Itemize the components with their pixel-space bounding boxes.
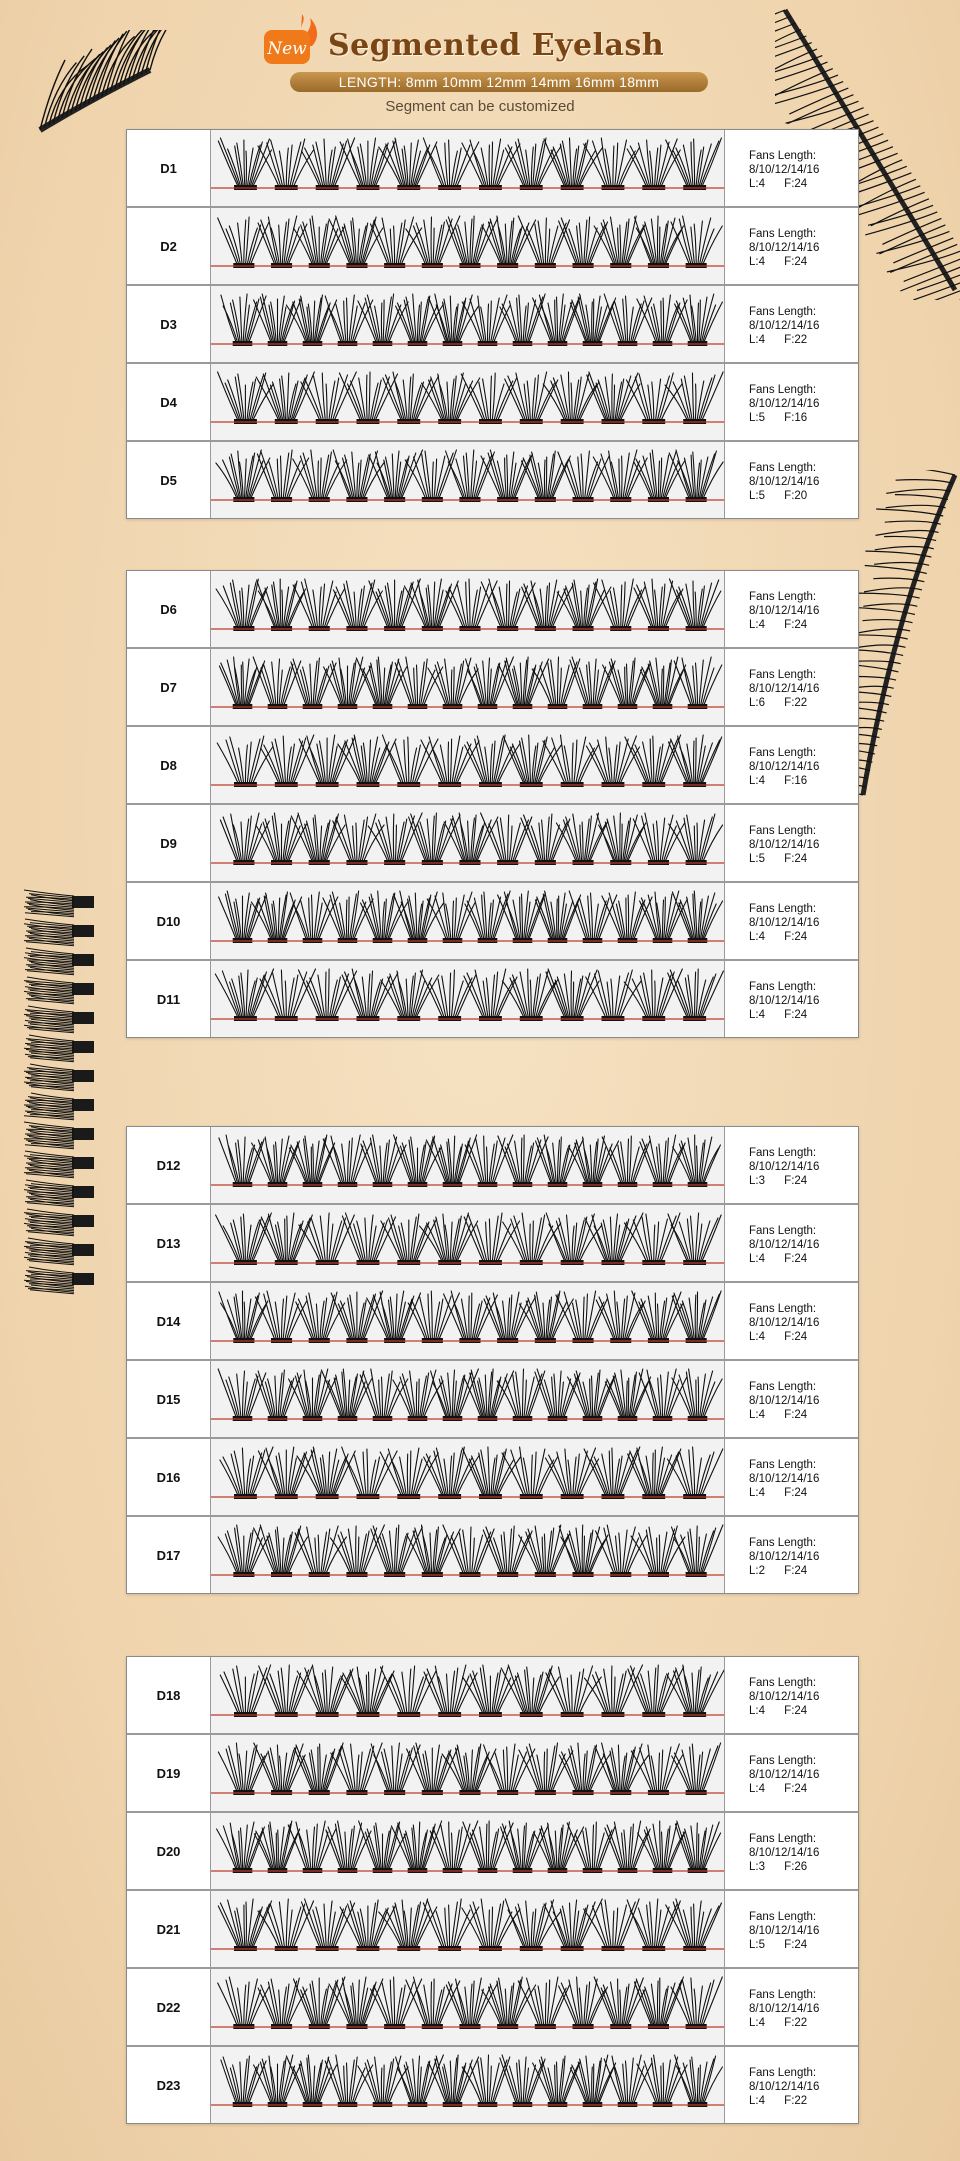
spec-info (725, 208, 858, 284)
spec-info (725, 286, 858, 362)
f-value: F:22 (784, 2095, 808, 2107)
spec-info (725, 961, 858, 1037)
lash-sample-image (211, 442, 725, 518)
fans-lengths: 8/10/12/14/16 (749, 683, 820, 695)
lf-values (749, 1704, 858, 1718)
lash-sample-image (211, 883, 725, 959)
style-code: D18 (127, 1657, 211, 1733)
f-value: F:24 (784, 1175, 808, 1187)
l-value: L:4 (749, 1705, 765, 1717)
style-code: D22 (127, 1969, 211, 2045)
fans-length-label: Fans Length: (749, 1381, 817, 1393)
fans-length-label: Fans Length: (749, 1989, 817, 2001)
badge-text: New (267, 39, 307, 59)
fans-lengths: 8/10/12/14/16 (749, 1551, 820, 1563)
lf-values (749, 618, 858, 632)
lf-values (749, 774, 858, 788)
lash-sample-image (211, 1439, 725, 1515)
style-code: D3 (127, 286, 211, 362)
fans-length-label: Fans Length: (749, 228, 817, 240)
fans-length-label: Fans Length: (749, 669, 817, 681)
f-value: F:24 (784, 1783, 808, 1795)
fans-length-label: Fans Length: (749, 1755, 817, 1767)
fans-length-label: Fans Length: (749, 306, 817, 318)
lash-row-d20 (127, 1813, 858, 1891)
lash-row-d11 (127, 961, 858, 1037)
f-value: F:16 (784, 412, 808, 424)
lash-row-d7 (127, 649, 858, 727)
lash-row-d19 (127, 1735, 858, 1813)
style-code: D12 (127, 1127, 211, 1203)
lf-values (749, 1408, 858, 1422)
lf-values (749, 930, 858, 944)
spec-info (725, 442, 858, 518)
lash-strip-right (855, 470, 960, 800)
fans-lengths: 8/10/12/14/16 (749, 1395, 820, 1407)
spec-info (725, 1891, 858, 1967)
fans-lengths: 8/10/12/14/16 (749, 1473, 820, 1485)
spec-info (725, 1735, 858, 1811)
style-code: D23 (127, 2047, 211, 2123)
l-value: L:4 (749, 1009, 765, 1021)
lash-sample-image (211, 571, 725, 647)
lash-row-d16 (127, 1439, 858, 1517)
subtitle: Segment can be customized (385, 98, 575, 115)
lf-values (749, 1252, 858, 1266)
fans-length-label: Fans Length: (749, 981, 817, 993)
l-value: L:4 (749, 178, 765, 190)
lash-row-d10 (127, 883, 858, 961)
page-title: Segmented Eyelash (328, 28, 665, 63)
fans-lengths: 8/10/12/14/16 (749, 2003, 820, 2015)
fans-lengths: 8/10/12/14/16 (749, 995, 820, 1007)
fans-length-label: Fans Length: (749, 1833, 817, 1845)
f-value: F:24 (784, 1705, 808, 1717)
style-code: D17 (127, 1517, 211, 1593)
l-value: L:4 (749, 256, 765, 268)
lf-values (749, 1330, 858, 1344)
fans-lengths: 8/10/12/14/16 (749, 1161, 820, 1173)
fans-lengths: 8/10/12/14/16 (749, 761, 820, 773)
new-badge (262, 10, 324, 66)
l-value: L:4 (749, 619, 765, 631)
spec-info (725, 571, 858, 647)
style-code: D21 (127, 1891, 211, 1967)
fans-length-label: Fans Length: (749, 1147, 817, 1159)
l-value: L:4 (749, 2017, 765, 2029)
lf-values (749, 696, 858, 710)
fans-length-label: Fans Length: (749, 384, 817, 396)
fans-lengths: 8/10/12/14/16 (749, 917, 820, 929)
l-value: L:4 (749, 2095, 765, 2107)
lash-row-d5 (127, 442, 858, 518)
f-value: F:22 (784, 2017, 808, 2029)
f-value: F:24 (784, 1009, 808, 1021)
lash-sample-image (211, 805, 725, 881)
f-value: F:16 (784, 775, 808, 787)
fans-lengths: 8/10/12/14/16 (749, 2081, 820, 2093)
f-value: F:24 (784, 1409, 808, 1421)
f-value: F:24 (784, 1487, 808, 1499)
l-value: L:2 (749, 1565, 765, 1577)
spec-info (725, 2047, 858, 2123)
style-table-4 (126, 1656, 859, 2124)
fans-lengths: 8/10/12/14/16 (749, 398, 820, 410)
f-value: F:24 (784, 619, 808, 631)
lash-row-d13 (127, 1205, 858, 1283)
l-value: L:5 (749, 490, 765, 502)
spec-info (725, 727, 858, 803)
lash-sample-image (211, 1657, 725, 1733)
l-value: L:4 (749, 931, 765, 943)
lash-row-d15 (127, 1361, 858, 1439)
style-code: D13 (127, 1205, 211, 1281)
l-value: L:4 (749, 1783, 765, 1795)
l-value: L:4 (749, 1253, 765, 1265)
lash-sample-image (211, 364, 725, 440)
l-value: L:5 (749, 412, 765, 424)
lash-sample-image (211, 1283, 725, 1359)
l-value: L:5 (749, 1939, 765, 1951)
style-table-3 (126, 1126, 859, 1594)
fans-length-label: Fans Length: (749, 903, 817, 915)
lash-row-d18 (127, 1657, 858, 1735)
lash-segments-left (20, 885, 100, 1305)
lash-row-d17 (127, 1517, 858, 1593)
style-code: D20 (127, 1813, 211, 1889)
lash-sample-image (211, 1517, 725, 1593)
style-code: D6 (127, 571, 211, 647)
lash-row-d22 (127, 1969, 858, 2047)
fans-length-label: Fans Length: (749, 591, 817, 603)
f-value: F:24 (784, 178, 808, 190)
style-code: D19 (127, 1735, 211, 1811)
spec-info (725, 1205, 858, 1281)
lash-row-d6 (127, 571, 858, 649)
spec-info (725, 1439, 858, 1515)
f-value: F:22 (784, 334, 808, 346)
l-value: L:4 (749, 775, 765, 787)
f-value: F:20 (784, 490, 808, 502)
l-value: L:4 (749, 1487, 765, 1499)
l-value: L:4 (749, 1409, 765, 1421)
spec-info (725, 364, 858, 440)
fans-length-label: Fans Length: (749, 1303, 817, 1315)
fans-lengths: 8/10/12/14/16 (749, 1769, 820, 1781)
style-table-1 (126, 129, 859, 519)
lash-sample-image (211, 1127, 725, 1203)
lf-values (749, 852, 858, 866)
lash-sample-image (211, 286, 725, 362)
spec-info (725, 649, 858, 725)
spec-info (725, 1283, 858, 1359)
lf-values (749, 1008, 858, 1022)
fans-lengths: 8/10/12/14/16 (749, 1239, 820, 1251)
lash-row-d9 (127, 805, 858, 883)
lash-sample-image (211, 961, 725, 1037)
lash-row-d4 (127, 364, 858, 442)
spec-info (725, 883, 858, 959)
lash-sample-image (211, 208, 725, 284)
spec-info (725, 1657, 858, 1733)
style-code: D14 (127, 1283, 211, 1359)
fans-lengths: 8/10/12/14/16 (749, 320, 820, 332)
fans-length-label: Fans Length: (749, 1911, 817, 1923)
f-value: F:24 (784, 256, 808, 268)
style-code: D4 (127, 364, 211, 440)
lash-sample-image (211, 649, 725, 725)
fans-lengths: 8/10/12/14/16 (749, 1691, 820, 1703)
fans-lengths: 8/10/12/14/16 (749, 242, 820, 254)
f-value: F:22 (784, 697, 808, 709)
f-value: F:24 (784, 1939, 808, 1951)
spec-info (725, 805, 858, 881)
lf-values (749, 2016, 858, 2030)
lf-values (749, 1564, 858, 1578)
f-value: F:24 (784, 1253, 808, 1265)
style-code: D10 (127, 883, 211, 959)
lash-sample-image (211, 1891, 725, 1967)
style-code: D16 (127, 1439, 211, 1515)
lf-values (749, 411, 858, 425)
l-value: L:3 (749, 1861, 765, 1873)
style-code: D9 (127, 805, 211, 881)
l-value: L:3 (749, 1175, 765, 1187)
fans-length-label: Fans Length: (749, 1677, 817, 1689)
lf-values (749, 1174, 858, 1188)
lash-sample-image (211, 727, 725, 803)
f-value: F:24 (784, 1331, 808, 1343)
style-code: D1 (127, 130, 211, 206)
spec-info (725, 130, 858, 206)
fans-lengths: 8/10/12/14/16 (749, 839, 820, 851)
lash-row-d14 (127, 1283, 858, 1361)
l-value: L:6 (749, 697, 765, 709)
f-value: F:24 (784, 853, 808, 865)
fans-length-label: Fans Length: (749, 1459, 817, 1471)
lash-row-d2 (127, 208, 858, 286)
lf-values (749, 255, 858, 269)
style-code: D5 (127, 442, 211, 518)
fans-lengths: 8/10/12/14/16 (749, 605, 820, 617)
lf-values (749, 489, 858, 503)
lash-sample-image (211, 1361, 725, 1437)
fans-lengths: 8/10/12/14/16 (749, 476, 820, 488)
style-code: D11 (127, 961, 211, 1037)
lash-sample-image (211, 2047, 725, 2123)
fans-length-label: Fans Length: (749, 1225, 817, 1237)
style-code: D7 (127, 649, 211, 725)
spec-info (725, 1361, 858, 1437)
lash-sample-image (211, 1813, 725, 1889)
lf-values (749, 1860, 858, 1874)
l-value: L:4 (749, 334, 765, 346)
lash-sample-image (211, 1205, 725, 1281)
lash-strip-top-left (30, 30, 180, 140)
l-value: L:4 (749, 1331, 765, 1343)
fans-length-label: Fans Length: (749, 747, 817, 759)
fans-lengths: 8/10/12/14/16 (749, 1847, 820, 1859)
spec-info (725, 1969, 858, 2045)
fans-length-label: Fans Length: (749, 2067, 817, 2079)
lash-sample-image (211, 1969, 725, 2045)
fans-length-label: Fans Length: (749, 462, 817, 474)
lash-row-d1 (127, 130, 858, 208)
f-value: F:26 (784, 1861, 808, 1873)
lf-values (749, 333, 858, 347)
lash-sample-image (211, 130, 725, 206)
f-value: F:24 (784, 931, 808, 943)
spec-info (725, 1127, 858, 1203)
lf-values (749, 2094, 858, 2108)
lash-row-d8 (127, 727, 858, 805)
style-table-2 (126, 570, 859, 1038)
fans-length-label: Fans Length: (749, 825, 817, 837)
lf-values (749, 1782, 858, 1796)
fans-lengths: 8/10/12/14/16 (749, 1925, 820, 1937)
spec-info (725, 1813, 858, 1889)
lash-row-d21 (127, 1891, 858, 1969)
lash-row-d12 (127, 1127, 858, 1205)
style-code: D8 (127, 727, 211, 803)
l-value: L:5 (749, 853, 765, 865)
fans-length-label: Fans Length: (749, 150, 817, 162)
fans-lengths: 8/10/12/14/16 (749, 1317, 820, 1329)
length-bar: LENGTH: 8mm 10mm 12mm 14mm 16mm 18mm (290, 72, 708, 92)
fans-length-label: Fans Length: (749, 1537, 817, 1549)
lf-values (749, 1938, 858, 1952)
lf-values (749, 1486, 858, 1500)
lash-row-d3 (127, 286, 858, 364)
fans-lengths: 8/10/12/14/16 (749, 164, 820, 176)
lash-row-d23 (127, 2047, 858, 2123)
spec-info (725, 1517, 858, 1593)
style-code: D15 (127, 1361, 211, 1437)
style-code: D2 (127, 208, 211, 284)
lf-values (749, 177, 858, 191)
lash-sample-image (211, 1735, 725, 1811)
f-value: F:24 (784, 1565, 808, 1577)
